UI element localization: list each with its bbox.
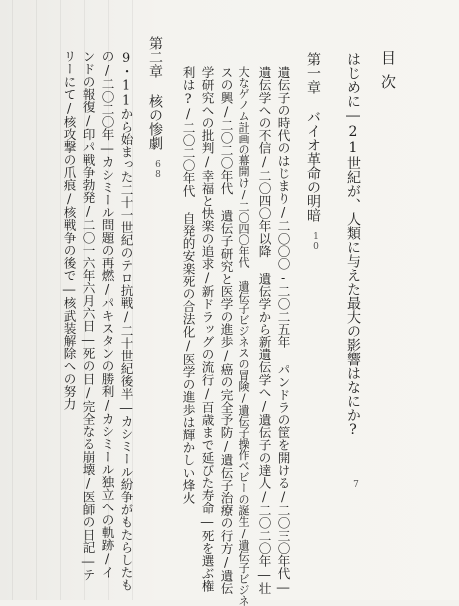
chapter2-topic-line: ンドの報復/印パ戦争勃発/二〇一六年六月六日―死の日/完全なる崩壊/医師の日記―テ [80, 50, 96, 581]
toc-title: 目次 [379, 50, 397, 98]
chapter1-topic-line: 遺伝学への不信/二〇四〇年以降 遺伝学から新遺伝学へ/遺伝子の達人/二〇二〇年―壮 [256, 66, 272, 595]
chapter2-page-number: 68 [153, 160, 163, 180]
chapter2-topic-line: の/二〇二〇年―カシミール問題の再燃/パキスタンの勝利/カシミール独立への軌跡/イ [99, 50, 115, 579]
chapter1-page-number: 10 [311, 232, 321, 252]
chapter1-topic-line: スの興/二〇二〇年代 遺伝子研究と医学の進歩/癌の完全予防/遺伝子治療の行方/遺伝 [218, 66, 234, 595]
chapter1-heading[interactable] [306, 52, 320, 222]
intro-label: はじめに [345, 52, 361, 108]
chapter2-title: 第二章 核の惨劇 [147, 36, 163, 150]
chapter2-topic-line: 9・11から始まった二十一世紀のテロ抗戦/二十世紀後半―カシミール紛争がもたらしたも [118, 50, 134, 592]
chapter2-heading[interactable] [148, 36, 162, 150]
chapter1-topic-line: 学研究への批判/幸福と快楽の追求/新ドラッグの流行/百歳まで延びた寿命―死を選ぶ権 [199, 66, 215, 593]
chapter1-title: 第一章 バイオ革命の明暗 [305, 52, 321, 222]
chapter1-topic-line: 利は?/二〇二〇年代 自発的安楽死の合法化/医学の進歩は輝かしい烽火 [180, 66, 196, 504]
intro-subtitle: ―21世紀が、人類に与えた最大の影響はなにか? [345, 108, 361, 438]
chapter1-topic-line: 遺伝子の時代のはじまり/二〇〇〇-二〇二五年 パンドラの筐を開ける/二〇三〇年代― [275, 66, 291, 595]
intro-page-number: 7 [351, 480, 361, 490]
intro-entry[interactable] [346, 52, 360, 438]
chapter1-topic-line: 大なゲノム計画の幕開け/二〇四〇年代 遺伝子ビジネスの冒険/遺伝子操作ベビーの誕生/遺伝子ビジネ [237, 66, 251, 606]
chapter2-topic-line: リーにて/核攻撃の爪痕/核戦争の後で―核武装解除への努力 [61, 50, 77, 410]
